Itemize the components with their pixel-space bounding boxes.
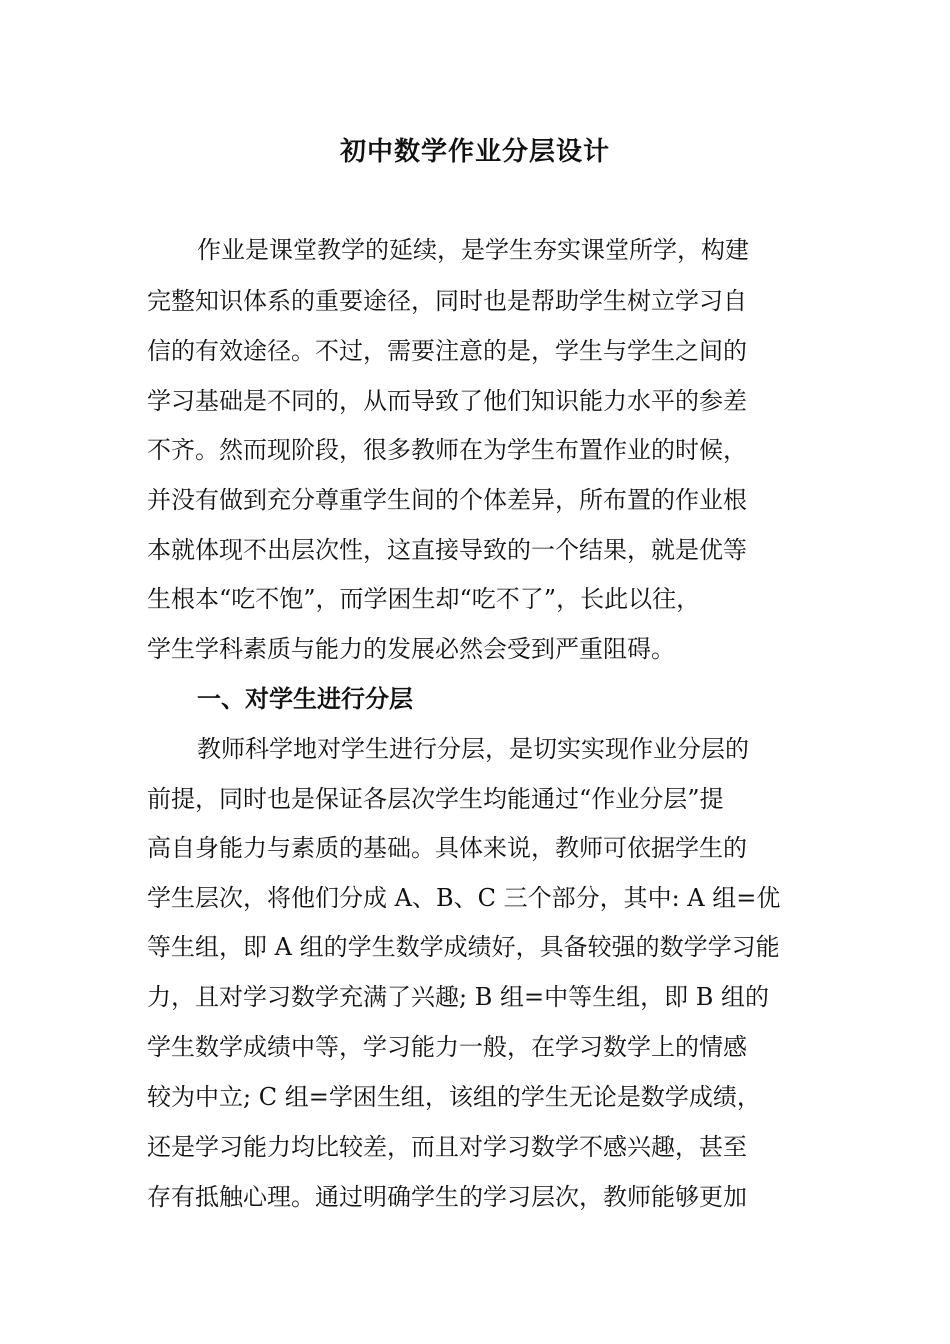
paragraph-line: 生根本“吃不饱”，而学困生却“吃不了”，长此以往， bbox=[147, 585, 701, 613]
paragraph-line: 学习基础是不同的，从而导致了他们知识能力水平的参差 bbox=[147, 387, 747, 415]
paragraph-line: 学生数学成绩中等，学习能力一般，在学习数学上的情感 bbox=[147, 1033, 747, 1061]
paragraph-line: 信的有效途径。不过，需要注意的是，学生与学生之间的 bbox=[147, 337, 747, 365]
paragraph-line: 并没有做到充分尊重学生间的个体差异，所布置的作业根 bbox=[147, 486, 747, 514]
paragraph-line: 较为中立; C 组=学困生组，该组的学生无论是数学成绩， bbox=[147, 1083, 761, 1111]
paragraph-line: 存有抵触心理。通过明确学生的学习层次，教师能够更加 bbox=[147, 1183, 747, 1211]
paragraph-line: 作业是课堂教学的延续，是学生夯实课堂所学，构建 bbox=[197, 236, 749, 264]
paragraph-line: 不齐。然而现阶段，很多教师在为学生布置作业的时候， bbox=[147, 436, 747, 464]
paragraph-line: 完整知识体系的重要途径，同时也是帮助学生树立学习自 bbox=[147, 287, 747, 315]
paragraph-line: 高自身能力与素质的基础。具体来说，教师可依据学生的 bbox=[147, 834, 747, 862]
paragraph-line: 本就体现不出层次性，这直接导致的一个结果，就是优等 bbox=[147, 536, 747, 564]
section-heading: 一、对学生进行分层 bbox=[197, 685, 413, 713]
document-title: 初中数学作业分层设计 bbox=[339, 137, 610, 167]
paragraph-line: 力，且对学习数学充满了兴趣; B 组=中等生组，即 B 组的 bbox=[147, 983, 769, 1011]
paragraph-line: 还是学习能力均比较差，而且对学习数学不感兴趣，甚至 bbox=[147, 1133, 747, 1161]
paragraph-line: 学生学科素质与能力的发展必然会受到严重阻碍。 bbox=[147, 635, 675, 663]
paragraph-line: 教师科学地对学生进行分层，是切实实现作业分层的 bbox=[197, 735, 749, 763]
paragraph-line: 学生层次，将他们分成 A、B、C 三个部分，其中: A 组=优 bbox=[147, 884, 781, 912]
paragraph-line: 前提，同时也是保证各层次学生均能通过“作业分层”提 bbox=[147, 785, 724, 813]
paragraph-line: 等生组，即 A 组的学生数学成绩好，具备较强的数学学习能 bbox=[147, 933, 780, 961]
